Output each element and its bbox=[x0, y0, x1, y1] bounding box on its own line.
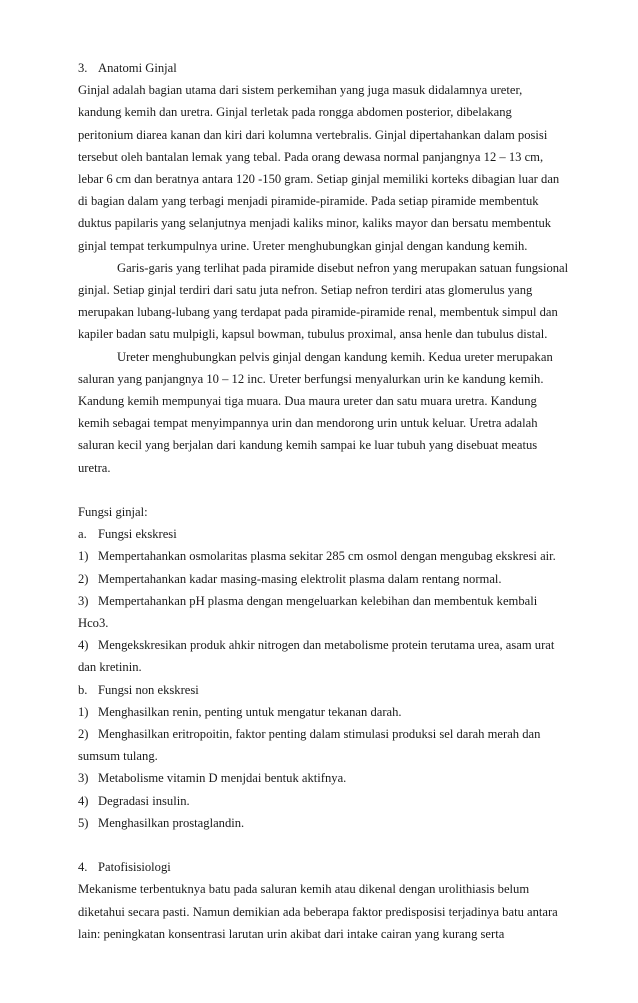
list-text: Menghasilkan eritropoitin, faktor penting dalam stimulasi produksi sel darah merah dan bbox=[98, 727, 541, 742]
list-item bbox=[78, 568, 578, 590]
list-number: 3) bbox=[78, 771, 89, 786]
spacer bbox=[78, 834, 578, 856]
text-line: Ureter menghubungkan pelvis ginjal dengan kandung kemih. Kedua ureter merupakan bbox=[117, 349, 553, 364]
list-text: Metabolisme vitamin D menjdai bentuk aktifnya. bbox=[98, 771, 347, 786]
text-line: lebar 6 cm dan beratnya antara 120 -150 gram. Setiap ginjal memiliki korteks dibagian luar dan bbox=[78, 172, 560, 187]
list-item bbox=[78, 634, 578, 656]
list-item bbox=[78, 812, 578, 834]
fungsi-b-title: Fungsi non ekskresi bbox=[98, 682, 199, 697]
list-number: 1) bbox=[78, 549, 89, 564]
text-line: Mekanisme terbentuknya batu pada saluran kemih atau dikenal dengan urolithiasis belum bbox=[78, 882, 530, 897]
list-item-continuation: sumsum tulang. bbox=[78, 749, 158, 764]
text-line: lain: peningkatan konsentrasi larutan urin akibat dari intake cairan yang kurang serta bbox=[78, 926, 505, 941]
list-number: 4) bbox=[78, 638, 89, 653]
text-line: saluran kecil yang berjalan dari kandung kemih sampai ke luar tubuh yang disebuat meatus bbox=[78, 438, 538, 453]
list-text: Mengekskresikan produk ahkir nitrogen dan metabolisme protein terutama urea, asam urat bbox=[98, 638, 555, 653]
text-line: Garis-garis yang terlihat pada piramide disebut nefron yang merupakan satuan fungsional bbox=[117, 260, 569, 275]
text-line: peritonium diarea kanan dan kiri dari kolumna vertebralis. Ginjal dipertahankan dalam posisi bbox=[78, 127, 548, 142]
patofisiologi-paragraph bbox=[78, 878, 578, 945]
section-3-heading bbox=[78, 57, 578, 79]
list-number: 4) bbox=[78, 793, 89, 808]
fungsi-a-heading bbox=[78, 523, 578, 545]
text-line: kapiler badan satu mulpigli, kapsul bowman, tubulus proximal, ansa henle dan tubulus distal. bbox=[78, 327, 548, 342]
list-item bbox=[78, 701, 578, 723]
anatomy-paragraph-3 bbox=[78, 346, 578, 479]
fungsi-b-marker: b. bbox=[78, 682, 88, 697]
text-line: Ginjal adalah bagian utama dari sistem perkemihan yang juga masuk didalamnya ureter, bbox=[78, 83, 523, 98]
fungsi-a-marker: a. bbox=[78, 527, 87, 542]
section-4-title: Patofisisiologi bbox=[98, 860, 171, 875]
section-3-number: 3. bbox=[78, 61, 88, 75]
list-item bbox=[78, 590, 578, 612]
section-4-heading bbox=[78, 856, 578, 878]
fungsi-b-list bbox=[78, 701, 578, 834]
text-line: duktus papilaris yang selanjutnya menjadi kaliks minor, kaliks mayor dan bersatu membentuk bbox=[78, 216, 552, 231]
text-line: kemih sebagai tempat menyimpannya urin dan mendorong urin untuk keluar. Uretra adalah bbox=[78, 416, 538, 431]
fungsi-a-title: Fungsi ekskresi bbox=[98, 527, 177, 542]
list-text: Degradasi insulin. bbox=[98, 793, 190, 808]
text-line: kandung kemih dan uretra. Ginjal terletak pada rongga abdomen posterior, dibelakang bbox=[78, 105, 512, 120]
fungsi-a-list bbox=[78, 545, 578, 678]
spacer bbox=[78, 479, 578, 501]
list-text: Mempertahankan pH plasma dengan mengeluarkan kelebihan dan membentuk kembali bbox=[98, 593, 538, 608]
section-4-number: 4. bbox=[78, 860, 88, 875]
list-text: Menghasilkan prostaglandin. bbox=[98, 815, 245, 830]
text-line: di bagian dalam yang terbagi menjadi piramide-piramide. Pada setiap piramide membentuk bbox=[78, 194, 539, 209]
list-number: 2) bbox=[78, 571, 89, 586]
text-line: saluran yang panjangnya 10 – 12 inc. Ureter berfungsi menyalurkan urin ke kandung kemih. bbox=[78, 371, 544, 386]
section-3-title: Anatomi Ginjal bbox=[98, 61, 177, 75]
document-page bbox=[78, 57, 578, 945]
text-line: diketahui secara pasti. Namun demikian ada beberapa faktor predisposisi terjadinya batu antara bbox=[78, 904, 558, 919]
list-item bbox=[78, 767, 578, 789]
list-number: 2) bbox=[78, 727, 89, 742]
list-text: Mempertahankan osmolaritas plasma sekitar 285 cm osmol dengan mengubag ekskresi air. bbox=[98, 549, 556, 564]
list-item-continuation: Hco3. bbox=[78, 616, 109, 631]
list-item bbox=[78, 723, 578, 745]
list-number: 3) bbox=[78, 593, 89, 608]
fungsi-title: Fungsi ginjal: bbox=[78, 505, 148, 520]
fungsi-b-heading bbox=[78, 679, 578, 701]
text-line: merupakan lubang-lubang yang terdapat pada piramide-piramide renal, membentuk simpul dan bbox=[78, 305, 558, 320]
text-line: ginjal tempat terkumpulnya urine. Ureter menghubungkan ginjal dengan kandung kemih. bbox=[78, 238, 528, 253]
list-text: Menghasilkan renin, penting untuk mengatur tekanan darah. bbox=[98, 704, 402, 719]
anatomy-paragraph-2 bbox=[78, 257, 578, 346]
text-line: ginjal. Setiap ginjal terdiri dari satu juta nefron. Setiap nefron terdiri atas glomerulus yang bbox=[78, 283, 533, 298]
text-line: uretra. bbox=[78, 460, 111, 475]
text-line: tersebut oleh bantalan lemak yang tebal. Pada orang dewasa normal panjangnya 12 – 13 cm, bbox=[78, 149, 544, 164]
anatomy-paragraph-1 bbox=[78, 79, 578, 257]
list-number: 1) bbox=[78, 704, 89, 719]
text-line: Kandung kemih mempunyai tiga muara. Dua maura ureter dan satu muara uretra. Kandung bbox=[78, 394, 537, 409]
list-text: Mempertahankan kadar masing-masing elektrolit plasma dalam rentang normal. bbox=[98, 571, 502, 586]
list-number: 5) bbox=[78, 815, 89, 830]
list-item bbox=[78, 790, 578, 812]
list-item-continuation: dan kretinin. bbox=[78, 660, 142, 675]
list-item bbox=[78, 545, 578, 567]
